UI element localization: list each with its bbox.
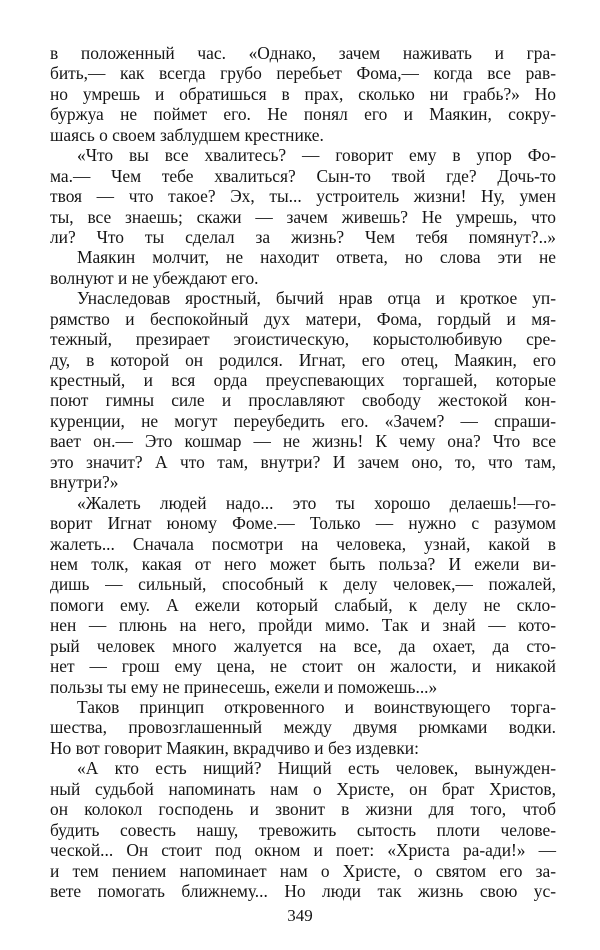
text-line: но умрешь и обратишься в прах, сколько ни грабь?» Но [50,83,556,104]
text-line: твоя — что такое? Эх, ты... устроитель жизни! Ну, умен [50,186,556,207]
text-line: куренции, не могут переубедить его. «Зачем? — спраши- [50,410,556,431]
text-line: нен — плюнь на него, пройди мимо. Так и знай — кото- [50,615,556,636]
text-line: помоги ему. А ежели который слабый, к делу не скло- [50,594,556,615]
text-line: тежный, презирает эгоистическую, корыстолюбивую сре- [50,329,556,350]
text-line: в положенный час. «Однако, зачем наживать и гра- [50,43,556,63]
text-line: будить совесть нашу, тревожить сытость плоти челове- [50,819,556,840]
text-line: это значит? А что там, внутри? И зачем оно, то, что там, [50,451,556,472]
text-line: внутри?» [50,472,119,493]
text-line: нет — грош ему цена, не стоит он жалости, и никакой [50,656,556,677]
text-line: рямство и беспокойный дух матери, Фома, гордый и мя- [50,308,556,329]
text-line: бить,— как всегда грубо перебьет Фома,— когда все рав- [50,63,556,84]
text-line: жалеть... Сначала посмотри на человека, узнай, какой в [50,533,556,554]
text-line: волнуют и не убеждают его. [50,267,259,288]
paragraph-7 [50,758,556,901]
text-line: ты, все знаешь; скажи — зачем живешь? Не умрешь, что [50,206,556,227]
text-line: ворит Игнат юному Фоме.— Только — нужно с разумом [50,513,556,534]
text-line: буржуа не поймет его. Не понял его и Маякин, сокру- [50,104,556,125]
text-line: вает он.— Это кошмар — не жизнь! К чему она? Что все [50,431,556,452]
book-page-text [50,43,556,901]
text-line: поют гимны силе и прославляют свободу жестокой кон- [50,390,556,411]
text-line: «А кто есть нищий? Нищий есть человек, вынужден- [77,758,556,779]
text-line: «Жалеть людей надо... это ты хорошо делаешь!—го- [77,492,556,513]
text-line: дишь — сильный, способный к делу человек,— пожалей, [50,574,556,595]
text-line: и тем пением напоминает нам о Христе, о святом его за- [50,860,556,881]
paragraph-2 [50,145,556,247]
paragraph-1 [50,43,556,145]
text-line: Но вот говорит Маякин, вкрадчиво и без издевки: [50,737,419,758]
text-line: ный судьбой напоминать нам о Христе, он брат Христов, [50,778,556,799]
paragraph-5 [50,493,556,697]
text-line: шества, провозглашенный между двумя рюмками водки. [50,717,556,738]
paragraph-4 [50,288,556,492]
text-line: ческой... Он стоит под окном и поет: «Христа ра-ади!» — [50,840,556,861]
text-line: он колокол господень и звонит в жизни для того, чтоб [50,799,556,820]
text-line: вете помогать ближнему... Но люди так жизнь свою ус- [50,880,556,901]
text-line: пользы ты ему не принесешь, ежели и поможешь...» [50,676,438,697]
text-line: Таков принцип откровенного и воинствующего торга- [77,697,556,717]
page-number: 349 [287,906,313,925]
text-line: Маякин молчит, не находит ответа, но слова эти не [77,247,556,268]
text-line: ли? Что ты сделал за жизнь? Чем тебя помянут?..» [50,226,556,247]
paragraph-6 [50,697,556,758]
text-line: Унаследовав яростный, бычий нрав отца и кроткое уп- [77,288,556,309]
text-line: рый человек много жалуется на все, да охает, да сто- [50,635,556,656]
text-line: «Что вы все хвалитесь? — говорит ему в упор Фо- [77,145,556,166]
text-line: крестный, и вся орда преуспевающих торгашей, которые [50,370,556,390]
text-line: нем толк, какая от него может быть польза? И ежели ви- [50,553,556,574]
paragraph-3 [50,247,556,288]
text-line: ду, в которой он родился. Игнат, его отец, Маякин, его [50,349,556,370]
text-line: ма.— Чем тебе хвалиться? Сын-то твой где? Дочь-то [50,165,556,186]
text-line: шаясь о своем заблудшем крестнике. [50,124,324,145]
